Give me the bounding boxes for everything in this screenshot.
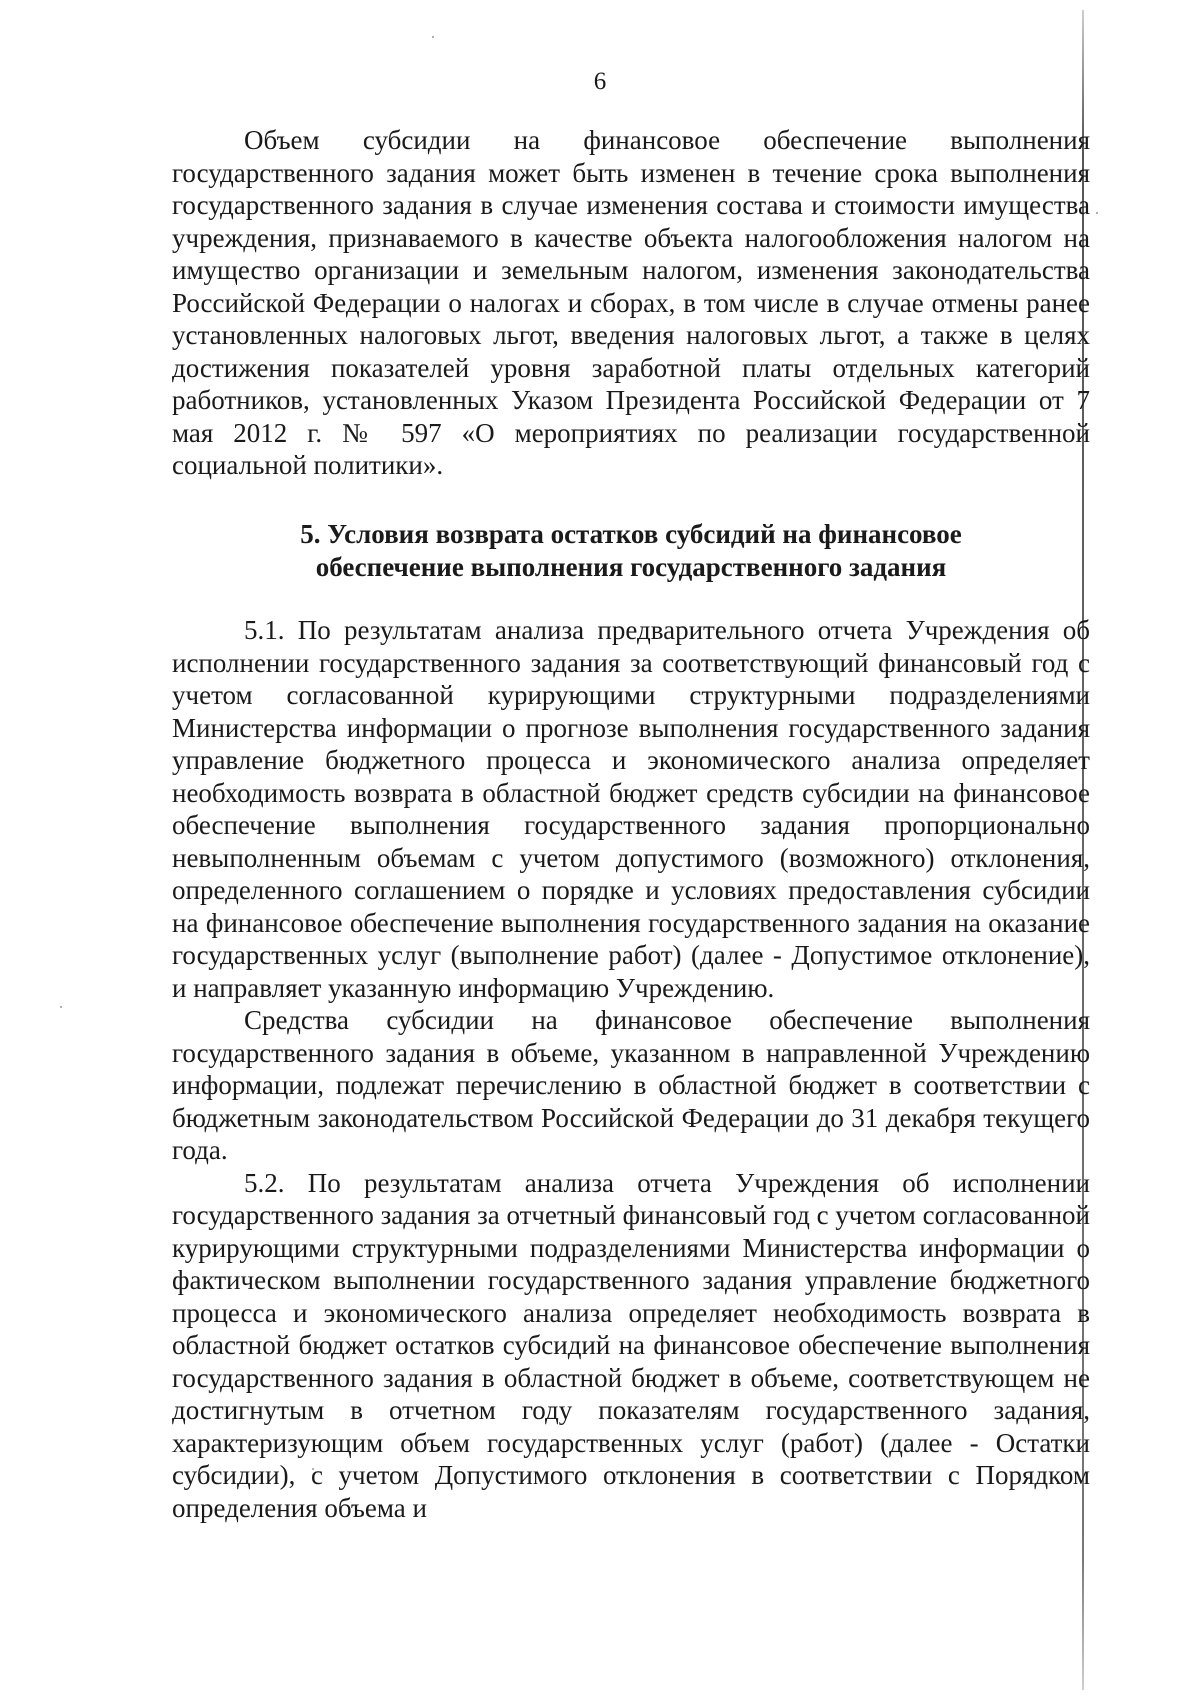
section-intro [172,124,1090,482]
page-number: 6 [593,68,607,95]
section-heading-line-2: обеспечение выполнения государственного задания [315,552,947,582]
scan-speck [1096,212,1098,214]
scan-speck [432,36,434,38]
section-5-body [172,614,1090,1524]
section-heading-line-1: 5. Условия возврата остатков субсидий на финансовое [300,519,962,549]
section-heading [172,518,1090,584]
paragraph-5-2: 5.2. По результатам анализа отчета Учреждения об исполнении государственного задания за отчетный финансовый год с учетом согласованной курирующими структурными подразделениями Министерства информации о фактическом выполнении государственного задания управление бюджетного процесса и экономического анализа определяет необходимость возврата в областной бюджет остатков субсидий на финансовое обеспечение выполнения государственного задания в областной бюджет в объеме, соответствующем не достигнутым в отчетном году показателям государственного задания, характеризующим объем государственных услуг (работ) (далее - Остатки субсидии), с учетом Допустимого отклонения в соответствии с Порядком определения объема и [172,1167,1090,1523]
paragraph-subsidy-change: Объем субсидии на финансовое обеспечение выполнения государственного задания может быть изменен в течение срока выполнения государственного задания в случае изменения состава и стоимости имущества учреждения, признаваемого в качестве объекта налогообложения налогом на имущество организации и земельным налогом, изменения законодательства Российской Федерации о налогах и сборах, в том числе в случае отмены ранее установленных налоговых льгот, введения налоговых льгот, а также в целях достижения показателей уровня заработной платы отдельных категорий работников, установленных Указом Президента Российской Федерации от 7 мая 2012 г. № 597 «О мероприятиях по реализации государственной социальной политики». [172,125,1090,480]
scan-speck [60,1006,62,1008]
paragraph-funds-transfer: Средства субсидии на финансовое обеспечение выполнения государственного задания в объеме, указанном в направленной Учреждению информации, подлежат перечислению в областной бюджет в соответствии с бюджетным законодательством Российской Федерации до 31 декабря текущего года. [172,1005,1090,1165]
paragraph-5-1: 5.1. По результатам анализа предварительного отчета Учреждения об исполнении государственного задания за соответствующий финансовый год с учетом согласованной курирующими структурными подразделениями Министерства информации о прогнозе выполнения государственного задания управление бюджетного процесса и экономического анализа определяет необходимость возврата в областной бюджет средств субсидии на финансовое обеспечение выполнения государственного задания пропорционально невыполненным объемам с учетом допустимого (возможного) отклонения, определенного соглашением о порядке и условиях предоставления субсидии на финансовое обеспечение выполнения государственного задания на оказание государственных услуг (выполнение работ) (далее - Допустимое отклонение), и направляет указанную информацию Учреждению. [172,615,1090,1003]
